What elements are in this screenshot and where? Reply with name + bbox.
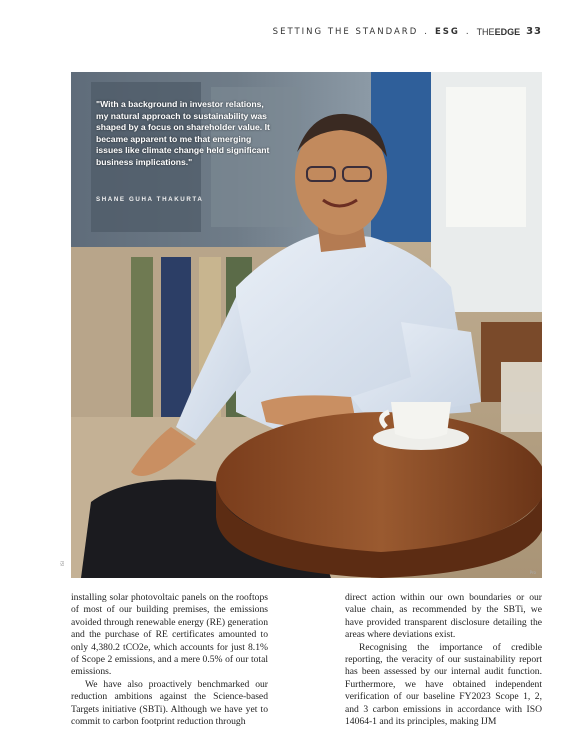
quote-attribution: SHANE GUHA THAKURTA: [96, 196, 204, 203]
photo-credit: Pro: [529, 570, 536, 575]
paragraph: direct action within our own boundaries or our value chain, as recommended by the SBTi, we have provided transparent disclosure detailing the areas where deviations exist.: [345, 592, 542, 641]
paragraph: installing solar photovoltaic panels on the rooftops of most of our building premises, the emissions avoided through renewable energy (RE) generation and the purchase of RE certificates amounted to only 4,380.2 tCO2e, which accounts for just 8.1% of Scope 2 emissions, and a mere 0.5% of our total emissions.: [71, 592, 268, 678]
article-column-right: [345, 592, 542, 728]
article-column-left: [71, 592, 268, 728]
paragraph: We have also proactively benchmarked our reduction ambitions against the Science-based Targets initiative (SBTi). Although we have yet to commit to carbon footprint reduction through: [71, 678, 268, 728]
section-title: SETTING THE STANDARD: [272, 26, 419, 37]
header-separator: .: [465, 26, 471, 37]
pull-quote: "With a background in investor relations, my natural approach to sustainability was shaped by a focus on shareholder value. It became apparent to me that emerging issues like climate change held significant business implications.": [96, 99, 270, 167]
publication-logo: THEEDGE: [476, 26, 521, 37]
header-separator: .: [424, 26, 429, 37]
running-header: [273, 26, 542, 37]
page-number: 33: [526, 26, 542, 37]
portrait-photo: [71, 72, 542, 578]
paragraph: Recognising the importance of credible reporting, the veracity of our sustainability report has been assessed by our internal audit function. Furthermore, we have obtained independent verification of our baseline FY2023 Scope 1, 2, and 3 carbon emissions in accordance with ISO 14064-1 and its principles, making IJM: [345, 641, 542, 728]
side-photo-credit: ISI: [60, 561, 65, 566]
category-label: ESG: [434, 26, 460, 37]
